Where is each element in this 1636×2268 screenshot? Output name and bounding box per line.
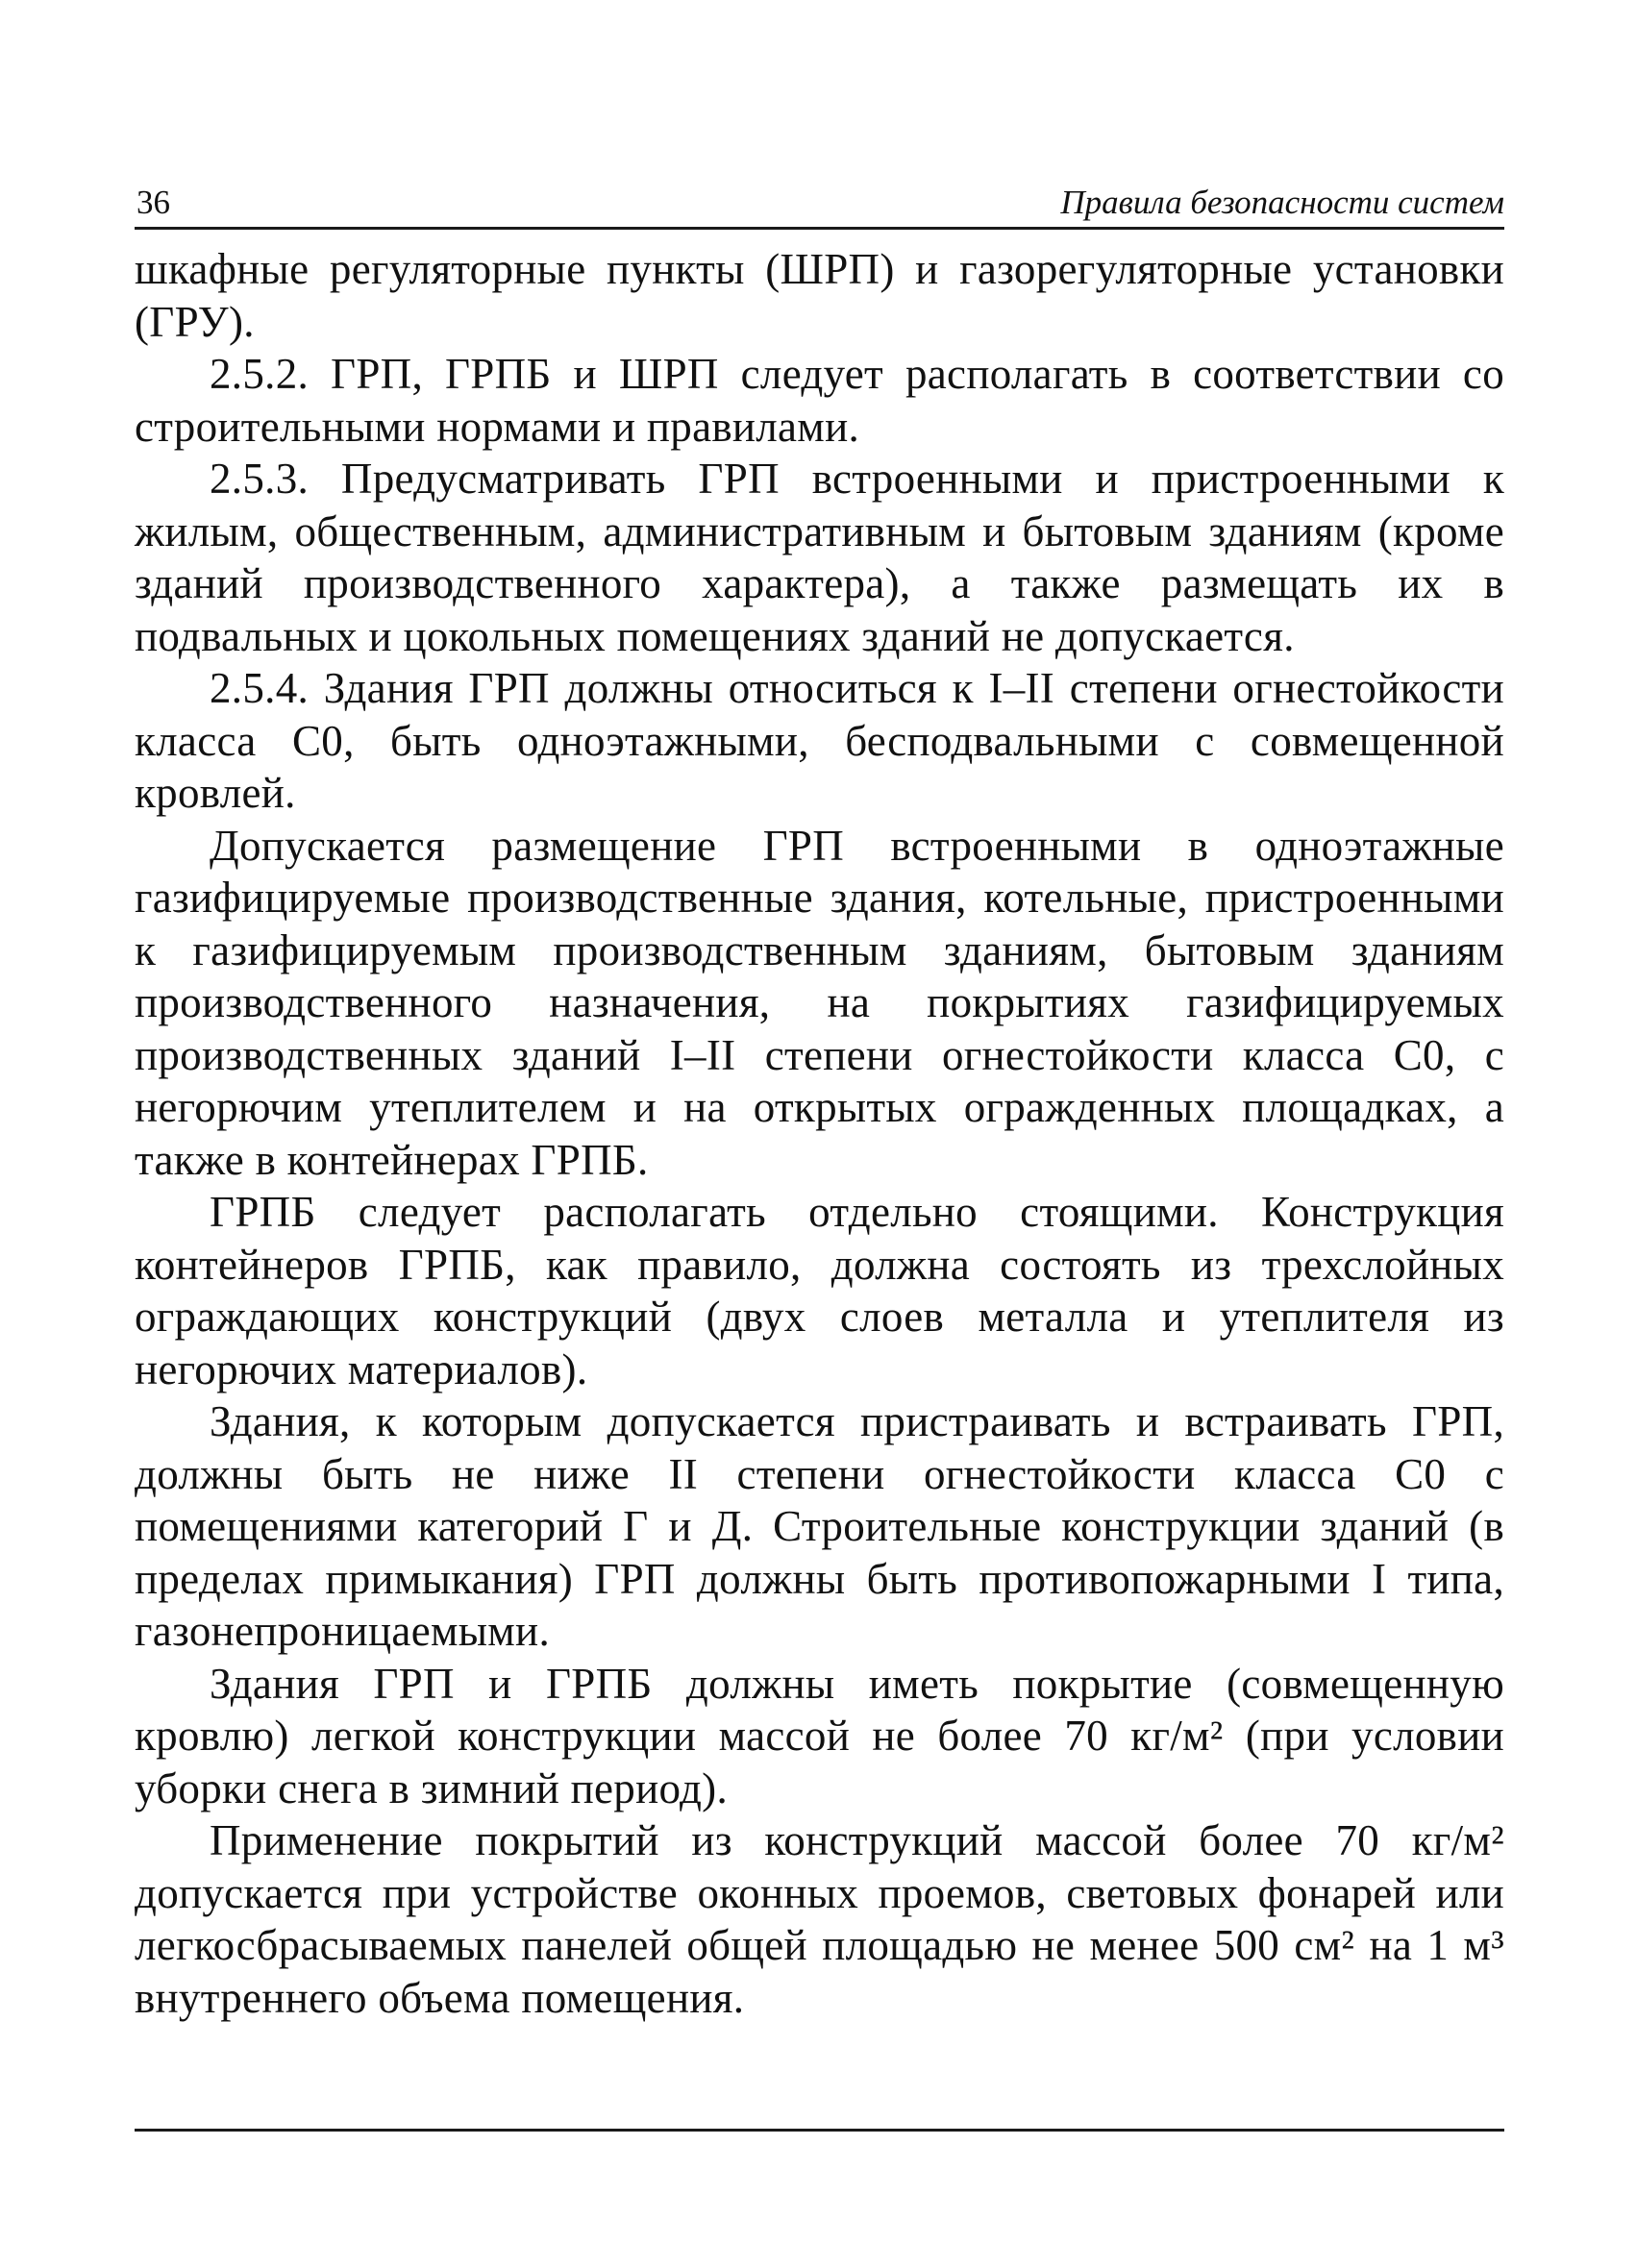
paragraph-grpb-containers: ГРПБ следует располагать отдельно стоящими. Конструкция контейнеров ГРПБ, как правило, должна состоять из трехслойных ограждающих конструкций (двух слоев металла и утеплителя из негорючих материалов). [135, 1188, 1504, 1393]
paragraph-2-5-2: 2.5.2. ГРП, ГРПБ и ШРП следует располагать в соответствии со строительными нормами и правилами. [135, 350, 1504, 451]
paragraph-adjacent-buildings: Здания, к которым допускается пристраивать и встраивать ГРП, должны быть не ниже II степени огнестойкости класса С0 с помещениями категорий Г и Д. Строительные конструкции зданий (в пределах примыкания) ГРП должны быть противопожарными I типа, газонепроницаемыми. [135, 1397, 1504, 1655]
paragraph-roof-covering: Здания ГРП и ГРПБ должны иметь покрытие (совмещенную кровлю) легкой конструкции массой не более 70 кг/м² (при условии уборки снега в зимний период). [135, 1659, 1504, 1812]
bottom-rule [135, 2129, 1504, 2132]
paragraph-2-5-3: 2.5.3. Предусматривать ГРП встроенными и пристроенными к жилым, общественным, административным и бытовым зданиям (кроме зданий производственного характера), а также размещать их в подвальных и цокольных помещениях зданий не допускается. [135, 455, 1504, 660]
paragraph-continuation: шкафные регуляторные пункты (ШРП) и газорегуляторные установки (ГРУ). [135, 245, 1504, 346]
book-page [135, 183, 1504, 2024]
paragraph-allowed-placement: Допускается размещение ГРП встроенными в одноэтажные газифицируемые производственные здания, котельные, пристроенными к газифицируемым производственным зданиям, бытовым зданиям производственного назначения, на покрытиях газифицируемых производственных зданий I–II степени огнестойкости класса С0, с негорючим утеплителем и на открытых огражденных площадках, а также в контейнерах ГРПБ. [135, 821, 1504, 1184]
running-header [135, 183, 1504, 230]
page-number: 36 [136, 184, 170, 221]
body-text [135, 243, 1504, 2024]
running-title: Правила безопасности систем [1060, 184, 1504, 221]
paragraph-heavy-covering: Применение покрытий из конструкций массой более 70 кг/м² допускается при устройстве оконных проемов, световых фонарей или легкосбрасываемых панелей общей площадью не менее 500 см² на 1 м³ внутреннего объема помещения. [135, 1816, 1504, 2022]
paragraph-2-5-4: 2.5.4. Здания ГРП должны относиться к I–II степени огнестойкости класса С0, быть одноэтажными, бесподвальными с совмещенной кровлей. [135, 664, 1504, 817]
